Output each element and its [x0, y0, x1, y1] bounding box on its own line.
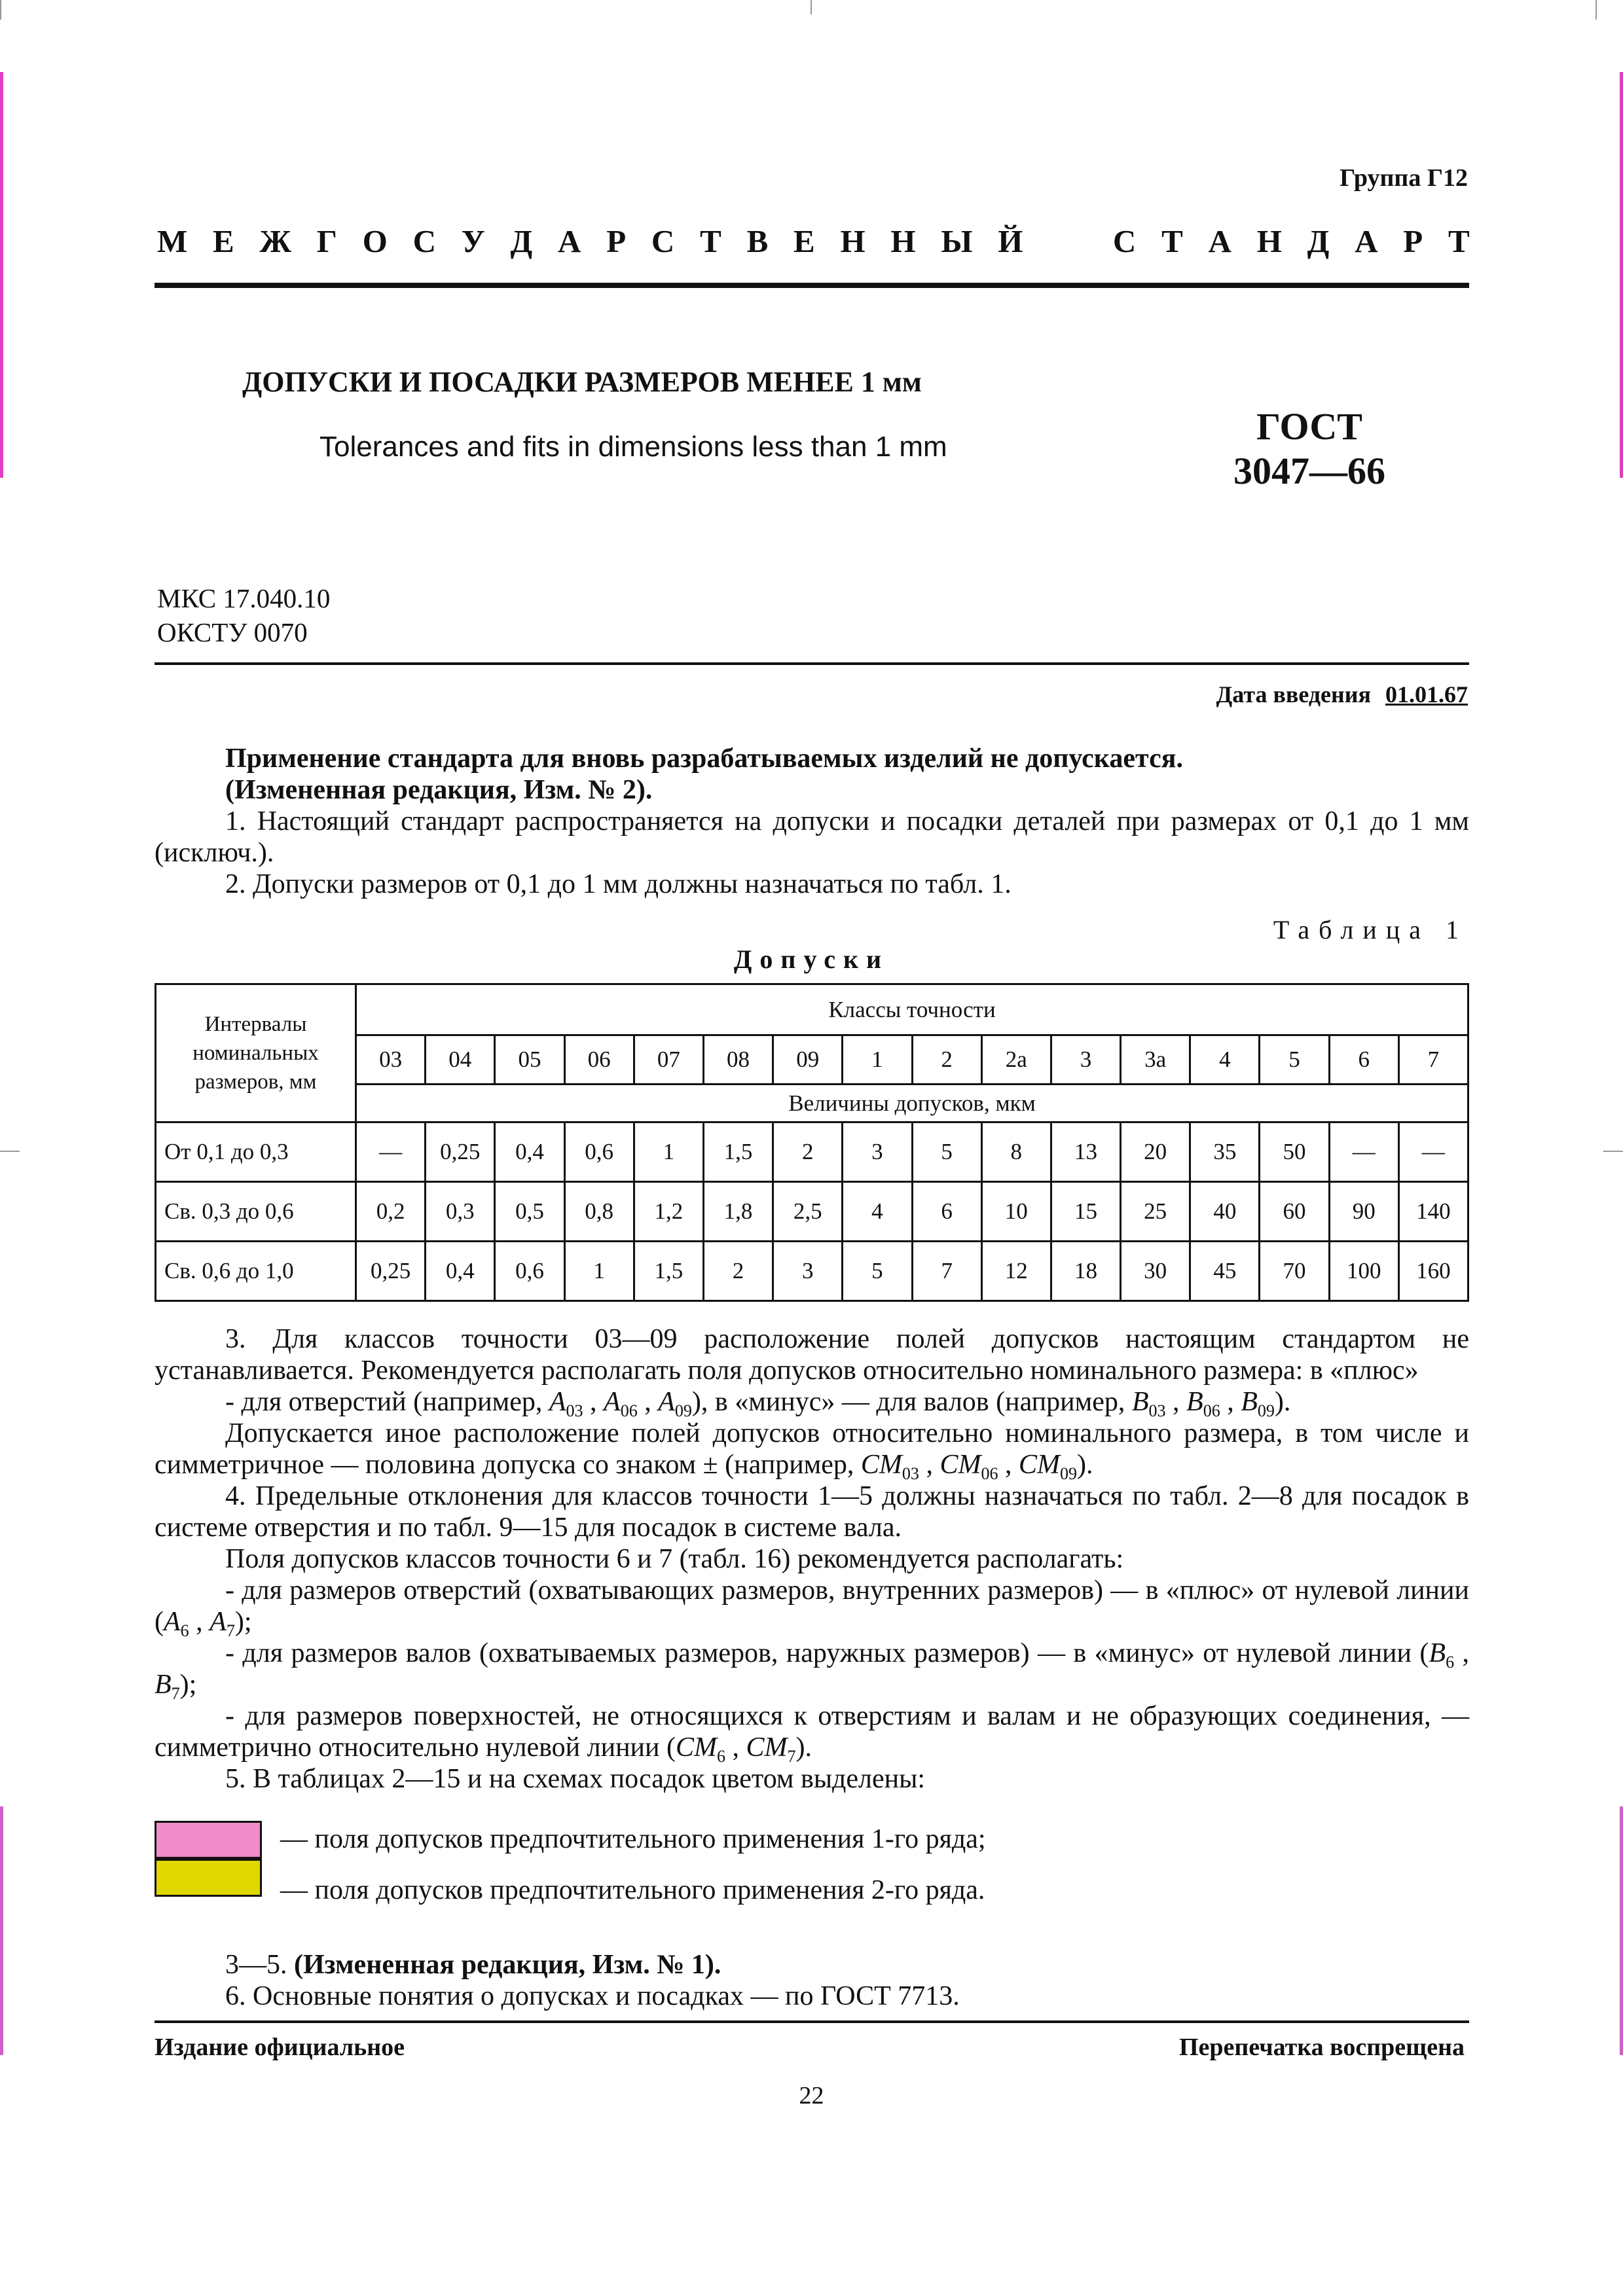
legend-text-pink: — поля допусков предпочтительного применения 1-го ряда; — [280, 1824, 986, 1854]
value-cell: 45 — [1190, 1242, 1260, 1301]
value-cell: 40 — [1190, 1182, 1260, 1242]
heading-letter: Г — [316, 223, 337, 259]
value-cell: 15 — [1051, 1182, 1120, 1242]
heading-letter: А — [558, 223, 581, 259]
footer-official: Издание официальное — [155, 2034, 405, 2061]
value-cell: 5 — [912, 1122, 981, 1182]
table-row — [156, 1122, 1468, 1182]
crop-mark — [1603, 1151, 1623, 1152]
value-cell: 30 — [1121, 1242, 1190, 1301]
heading-letter: А — [1355, 223, 1378, 259]
class-cell: 2а — [981, 1035, 1051, 1085]
color-bar — [0, 1806, 3, 2055]
heading-letter: Р — [606, 223, 627, 259]
heading-letter: Е — [793, 223, 815, 259]
value-cell: — — [356, 1122, 426, 1182]
heading-letter: С — [412, 223, 436, 259]
classification-codes — [157, 581, 330, 649]
heading-letter: В — [746, 223, 769, 259]
okstu-code: ОКСТУ 0070 — [157, 617, 308, 647]
class-cell: 7 — [1398, 1035, 1468, 1085]
introduction-date — [1216, 681, 1468, 708]
values-header: Величины допусков, мкм — [356, 1085, 1468, 1122]
value-cell: 0,2 — [356, 1182, 426, 1242]
divider — [155, 283, 1469, 288]
value-cell: 0,4 — [426, 1242, 495, 1301]
class-cell: 3 — [1051, 1035, 1120, 1085]
heading-letter: Р — [1403, 223, 1423, 259]
heading-letter: О — [362, 223, 388, 259]
value-cell: — — [1329, 1122, 1398, 1182]
class-cell: 6 — [1329, 1035, 1398, 1085]
value-cell: 18 — [1051, 1242, 1120, 1301]
value-cell: 1,5 — [634, 1242, 703, 1301]
gost-designation — [1211, 404, 1408, 493]
closing-block — [155, 1949, 1469, 2012]
heading-letter: У — [461, 223, 485, 259]
value-cell: 0,25 — [426, 1122, 495, 1182]
heading-letter: Ы — [941, 223, 973, 259]
date-label: Дата введения — [1216, 681, 1371, 708]
value-cell: 1,5 — [703, 1122, 773, 1182]
value-cell: 7 — [912, 1242, 981, 1301]
value-cell: 100 — [1329, 1242, 1398, 1301]
value-cell: 5 — [843, 1242, 912, 1301]
row-label: Св. 0,6 до 1,0 — [156, 1242, 356, 1301]
class-cell: 5 — [1260, 1035, 1329, 1085]
value-cell: 60 — [1260, 1182, 1329, 1242]
p3-line-c: Допускается иное расположение полей допусков относительно номинального размера, в том числе и симметричное — половина допуска со знаком ± (например, $CM_{03}$ , $CM_{06}$ , $CM_{09}$). — [155, 1418, 1469, 1484]
value-cell: 10 — [981, 1182, 1051, 1242]
date-value: 01.01.67 — [1385, 681, 1468, 708]
row-label: Св. 0,3 до 0,6 — [156, 1182, 356, 1242]
legend-text-yellow: — поля допусков предпочтительного применения 2-го ряда. — [280, 1875, 985, 1905]
value-cell: 0,4 — [495, 1122, 564, 1182]
value-cell: — — [1398, 1122, 1468, 1182]
classes-header: Классы точности — [356, 984, 1468, 1035]
dash-item-holes: - для размеров отверстий (охватывающих размеров, внутренних размеров) — в «плюс» от нулевой линии ($A_6$ , $A_7$); — [155, 1575, 1469, 1641]
value-cell: 90 — [1329, 1182, 1398, 1242]
heading-letter: Ж — [259, 223, 291, 259]
intro-block — [155, 743, 1469, 900]
paragraph-5: 5. В таблицах 2—15 и на схемах посадок цветом выделены: — [225, 1764, 926, 1794]
class-cell: 1 — [843, 1035, 912, 1085]
title-en: Tolerances and fits in dimensions less than 1 mm — [319, 431, 947, 463]
value-cell: 160 — [1398, 1242, 1468, 1301]
table-row — [156, 1242, 1468, 1301]
class-cell: 08 — [703, 1035, 773, 1085]
dash-item-shafts: - для размеров валов (охватываемых размеров, наружных размеров) — в «минус» от нулевой линии ($B_6$ , $B_7$); — [155, 1638, 1469, 1704]
value-cell: 70 — [1260, 1242, 1329, 1301]
heading-letter: Н — [1256, 223, 1282, 259]
divider — [155, 2020, 1469, 2023]
dash-item-surfaces: - для размеров поверхностей, не относящихся к отверстиям и валам и не образующих соединения, — симметрично относительно нулевой линии ($CM_6$ , $CM_7$). — [155, 1701, 1469, 1767]
class-cell: 05 — [495, 1035, 564, 1085]
paragraph-1: 1. Настоящий стандарт распространяется на допуски и посадки деталей при размерах от 0,1 до 1 мм (исключ.). — [155, 806, 1469, 868]
class-cell: 06 — [564, 1035, 634, 1085]
crop-mark — [1596, 0, 1597, 20]
heading-letter: Т — [1161, 223, 1183, 259]
value-cell: 25 — [1121, 1182, 1190, 1242]
value-cell: 12 — [981, 1242, 1051, 1301]
paragraph-2: 2. Допуски размеров от 0,1 до 1 мм должны назначаться по табл. 1. — [225, 869, 1012, 899]
p3-line-a: 3. Для классов точности 03—09 расположение полей допусков настоящим стандартом не устанавливается. Рекомендуется располагать поля допусков относительно номинального размера: в «плюс» — [155, 1324, 1469, 1386]
gost-number: 3047—66 — [1233, 450, 1385, 492]
heading-letter: Й — [998, 223, 1023, 259]
heading-letter: С — [1112, 223, 1137, 259]
class-cell: 3а — [1121, 1035, 1190, 1085]
heading-letter: Н — [890, 223, 916, 259]
crop-mark — [0, 1151, 20, 1152]
table-title: Допуски — [733, 944, 890, 974]
color-bar — [1620, 72, 1623, 478]
class-cell: 4 — [1190, 1035, 1260, 1085]
value-cell: 35 — [1190, 1122, 1260, 1182]
color-bar — [1620, 1806, 1623, 2055]
paragraph-4b: Поля допусков классов точности 6 и 7 (табл. 16) рекомендуется располагать: — [225, 1544, 1124, 1574]
table-label: Таблица 1 — [1273, 915, 1468, 944]
value-cell: 1 — [634, 1122, 703, 1182]
legend-swatch-yellow — [155, 1859, 262, 1897]
crop-mark — [0, 0, 1, 20]
value-cell: 2 — [773, 1122, 843, 1182]
value-cell: 0,8 — [564, 1182, 634, 1242]
heading-letter: А — [1208, 223, 1231, 259]
title-ru: ДОПУСКИ И ПОСАДКИ РАЗМЕРОВ МЕНЕЕ 1 мм — [242, 366, 922, 398]
standard-heading — [157, 223, 1470, 260]
paragraph-4: 4. Предельные отклонения для классов точности 1—5 должны назначаться по табл. 2—8 для посадок в системе отверстия и по табл. 9—15 для посадок в системе вала. — [155, 1481, 1469, 1543]
gost-name: ГОСТ — [1256, 405, 1362, 448]
heading-letter: Д — [1307, 223, 1330, 259]
value-cell: 20 — [1121, 1122, 1190, 1182]
table-row — [156, 1182, 1468, 1242]
class-cell: 2 — [912, 1035, 981, 1085]
heading-letter: Е — [213, 223, 234, 259]
value-cell: 0,3 — [426, 1182, 495, 1242]
amendment-note: 3—5. (Измененная редакция, Изм. № 1). — [225, 1950, 721, 1980]
value-cell: 2 — [703, 1242, 773, 1301]
paragraph-3 — [155, 1323, 1469, 1795]
class-cell: 07 — [634, 1035, 703, 1085]
intro-note: Применение стандарта для вновь разрабатываемых изделий не допускается. — [225, 744, 1183, 774]
page-number: 22 — [799, 2082, 824, 2109]
heading-letter: Т — [1448, 223, 1470, 259]
heading-letter: Н — [840, 223, 866, 259]
interval-header: Интервалы номинальных размеров, мм — [156, 984, 356, 1122]
value-cell: 3 — [843, 1122, 912, 1182]
value-cell: 1,8 — [703, 1182, 773, 1242]
heading-letter — [1048, 223, 1087, 260]
value-cell: 140 — [1398, 1182, 1468, 1242]
paragraph-6: 6. Основные понятия о допусках и посадках — по ГОСТ 7713. — [225, 1981, 960, 2011]
divider — [155, 662, 1469, 665]
value-cell: 1 — [564, 1242, 634, 1301]
value-cell: 0,6 — [564, 1122, 634, 1182]
value-cell: 2,5 — [773, 1182, 843, 1242]
value-cell: 13 — [1051, 1122, 1120, 1182]
value-cell: 0,6 — [495, 1242, 564, 1301]
heading-letter: С — [651, 223, 675, 259]
value-cell: 50 — [1260, 1122, 1329, 1182]
crop-mark — [811, 0, 812, 14]
footer-reprint: Перепечатка воспрещена — [1178, 2034, 1465, 2061]
value-cell: 8 — [981, 1122, 1051, 1182]
class-cell: 04 — [426, 1035, 495, 1085]
p3-line-b: - для отверстий (например, $A_{03}$ , $A_{06}$ , $A_{09}$), в «минус» — для валов (например, $B_{03}$ , $B_{06}$ , $B_{09}$). — [225, 1387, 1291, 1421]
heading-letter: М — [157, 223, 188, 259]
value-cell: 0,5 — [495, 1182, 564, 1242]
heading-letter: Д — [510, 223, 533, 259]
legend-swatch-pink — [155, 1821, 262, 1859]
value-cell: 3 — [773, 1242, 843, 1301]
class-cell: 09 — [773, 1035, 843, 1085]
color-bar — [0, 72, 3, 478]
row-label: От 0,1 до 0,3 — [156, 1122, 356, 1182]
class-cell: 03 — [356, 1035, 426, 1085]
tolerance-table — [155, 983, 1469, 1302]
value-cell: 0,25 — [356, 1242, 426, 1301]
value-cell: 4 — [843, 1182, 912, 1242]
heading-letter: Т — [700, 223, 721, 259]
intro-amendment: (Измененная редакция, Изм. № 2). — [225, 775, 653, 805]
value-cell: 6 — [912, 1182, 981, 1242]
mks-code: МКС 17.040.10 — [157, 583, 331, 613]
value-cell: 1,2 — [634, 1182, 703, 1242]
group-label: Группа Г12 — [1340, 164, 1468, 192]
